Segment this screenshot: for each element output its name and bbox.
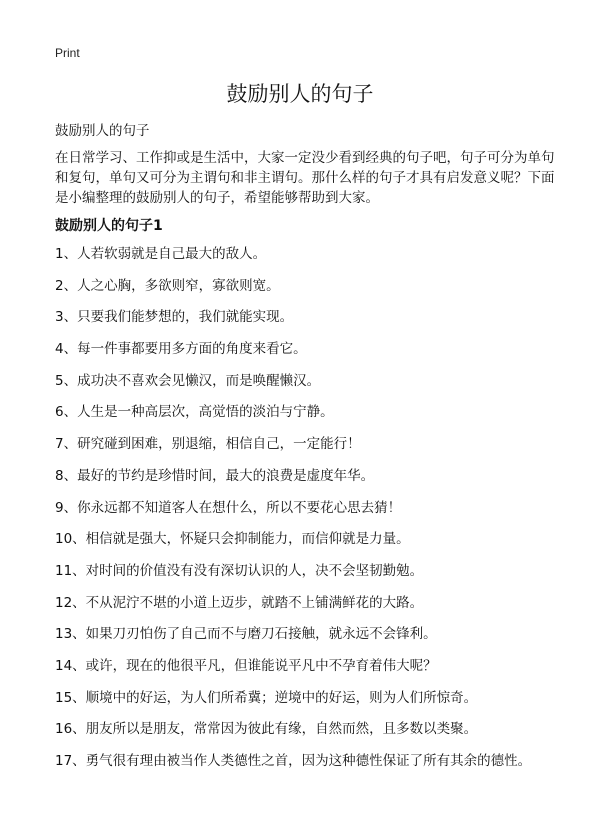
list-item: 14、或许，现在的他很平凡，但谁能说平凡中不孕育着伟大呢？ [55, 657, 437, 674]
list-item: 10、相信就是强大，怀疑只会抑制能力，而信仰就是力量。 [55, 531, 410, 548]
print-link[interactable]: Print [55, 46, 80, 60]
list-item: 4、每一件事都要用多方面的角度来看它。 [55, 341, 307, 358]
list-item: 16、朋友所以是朋友，常常因为彼此有缘，自然而然，且多数以类聚。 [55, 721, 478, 738]
page-title: 鼓励别人的句子 [226, 82, 374, 106]
list-item: 13、如果刀刃怕伤了自己而不与磨刀石接触，就永远不会锋利。 [55, 626, 437, 643]
list-item: 5、成功决不喜欢会见懒汉，而是唤醒懒汉。 [55, 372, 321, 389]
list-item: 1、人若软弱就是自己最大的敌人。 [55, 246, 267, 262]
list-item: 15、顺境中的好运，为人们所希冀；逆境中的好运，则为人们所惊奇。 [55, 689, 478, 706]
list-item: 3、只要我们能梦想的，我们就能实现。 [55, 309, 294, 326]
list-item: 7、研究碰到困难，别退缩，相信自己，一定能行！ [55, 436, 361, 453]
list-item: 12、不从泥泞不堪的小道上迈步，就踏不上铺满鲜花的大路。 [55, 594, 424, 611]
intro-paragraph: 在日常学习、工作抑或是生活中，大家一定没少看到经典的句子吧，句子可分为单句和复句，单句又可分为主谓句和非主谓句。那什么样的句子才具有启发意义呢？下面是小编整理的鼓励别人的句子，希望能够帮助到大家。 [55, 150, 555, 206]
list-item: 9、你永远都不知道客人在想什么，所以不要花心思去猜！ [55, 499, 402, 516]
list-item: 11、对时间的价值没有没有深切认识的人，决不会坚韧勤勉。 [55, 562, 424, 579]
list-item: 17、勇气很有理由被当作人类德性之首，因为这种德性保证了所有其余的德性。 [55, 753, 532, 769]
sentence-list [55, 244, 575, 783]
section-heading: 鼓励别人的句子1 [55, 218, 163, 234]
list-item: 6、人生是一种高层次，高觉悟的淡泊与宁静。 [55, 404, 334, 421]
subtitle: 鼓励别人的句子 [55, 123, 150, 139]
list-item: 2、人之心胸，多欲则窄，寡欲则宽。 [55, 277, 280, 294]
list-item: 8、最好的节约是珍惜时间，最大的浪费是虚度年华。 [55, 467, 375, 484]
